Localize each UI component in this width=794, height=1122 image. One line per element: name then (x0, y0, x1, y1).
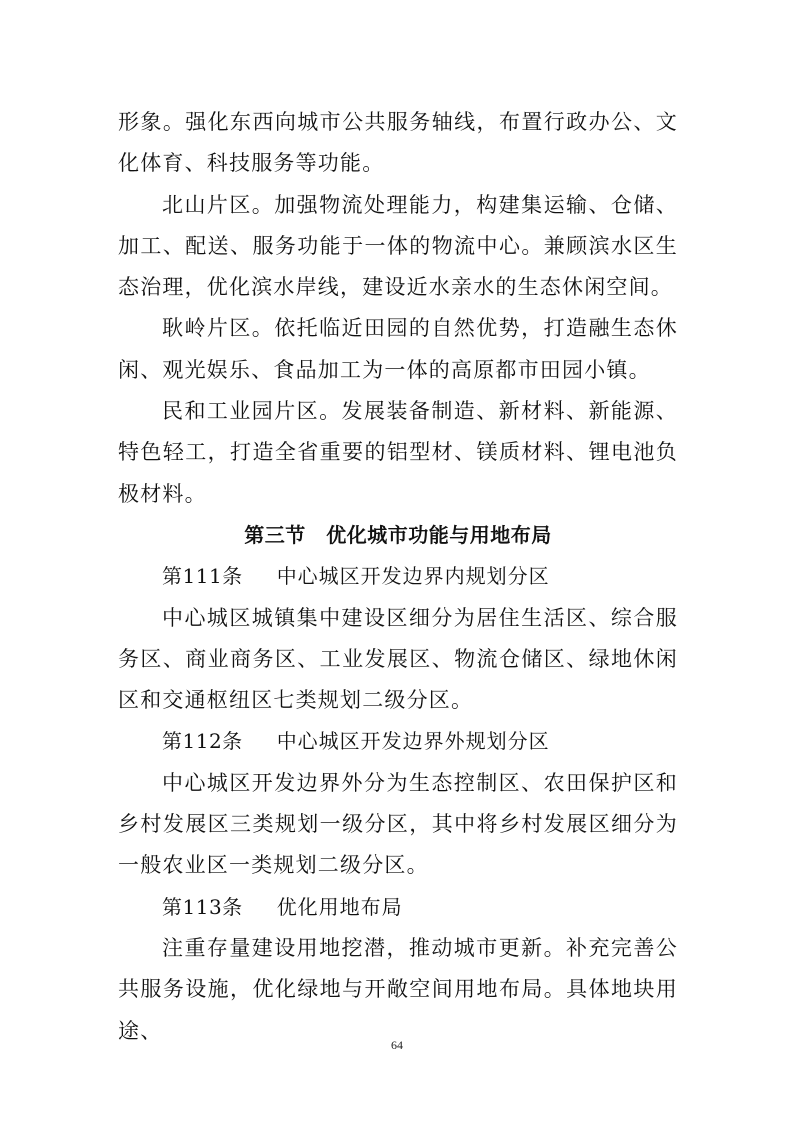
article-body-111: 中心城区城镇集中建设区细分为居住生活区、综合服务区、商业商务区、工业发展区、物流仓储区、绿地休闲区和交通枢纽区七类规划二级分区。 (118, 605, 678, 713)
article-body-113: 注重存量建设用地挖潜，推动城市更新。补充完善公共服务设施，优化绿地与开敞空间用地布局。具体地块用途、 (118, 935, 678, 1043)
paragraph-continuation: 形象。强化东西向城市公共服务轴线，布置行政办公、文化体育、科技服务等功能。 (118, 110, 678, 176)
article-number: 第112条 (162, 729, 243, 754)
article-body-112: 中心城区开发边界外分为生态控制区、农田保护区和乡村发展区三类规划一级分区，其中将乡村发展区细分为一般农业区一类规划二级分区。 (118, 770, 678, 878)
article-title: 中心城区开发边界内规划分区 (276, 564, 550, 589)
article-number: 第113条 (162, 894, 243, 919)
page-number: 64 (391, 1038, 403, 1052)
article-title: 优化用地布局 (276, 894, 403, 919)
section-title: 第三节 优化城市功能与用地布局 (244, 522, 552, 547)
paragraph-beishan-district: 北山片区。加强物流处理能力，构建集运输、仓储、加工、配送、服务功能于一体的物流中心。兼顾滨水区生态治理，优化滨水岸线，建设近水亲水的生态休闲空间。 (118, 192, 678, 300)
article-heading-112 (118, 721, 678, 762)
article-number: 第111条 (162, 564, 243, 589)
paragraph-minhe-industrial-park: 民和工业园片区。发展装备制造、新材料、新能源、特色轻工，打造全省重要的铝型材、镁质材料、锂电池负极材料。 (118, 399, 678, 506)
article-heading-111 (118, 556, 678, 597)
paragraph-gengling-district: 耿岭片区。依托临近田园的自然优势，打造融生态休闲、观光娱乐、食品加工为一体的高原都市田园小镇。 (118, 316, 678, 382)
body-text (118, 102, 678, 1052)
article-title: 中心城区开发边界外规划分区 (276, 729, 550, 754)
article-heading-113 (118, 887, 678, 928)
